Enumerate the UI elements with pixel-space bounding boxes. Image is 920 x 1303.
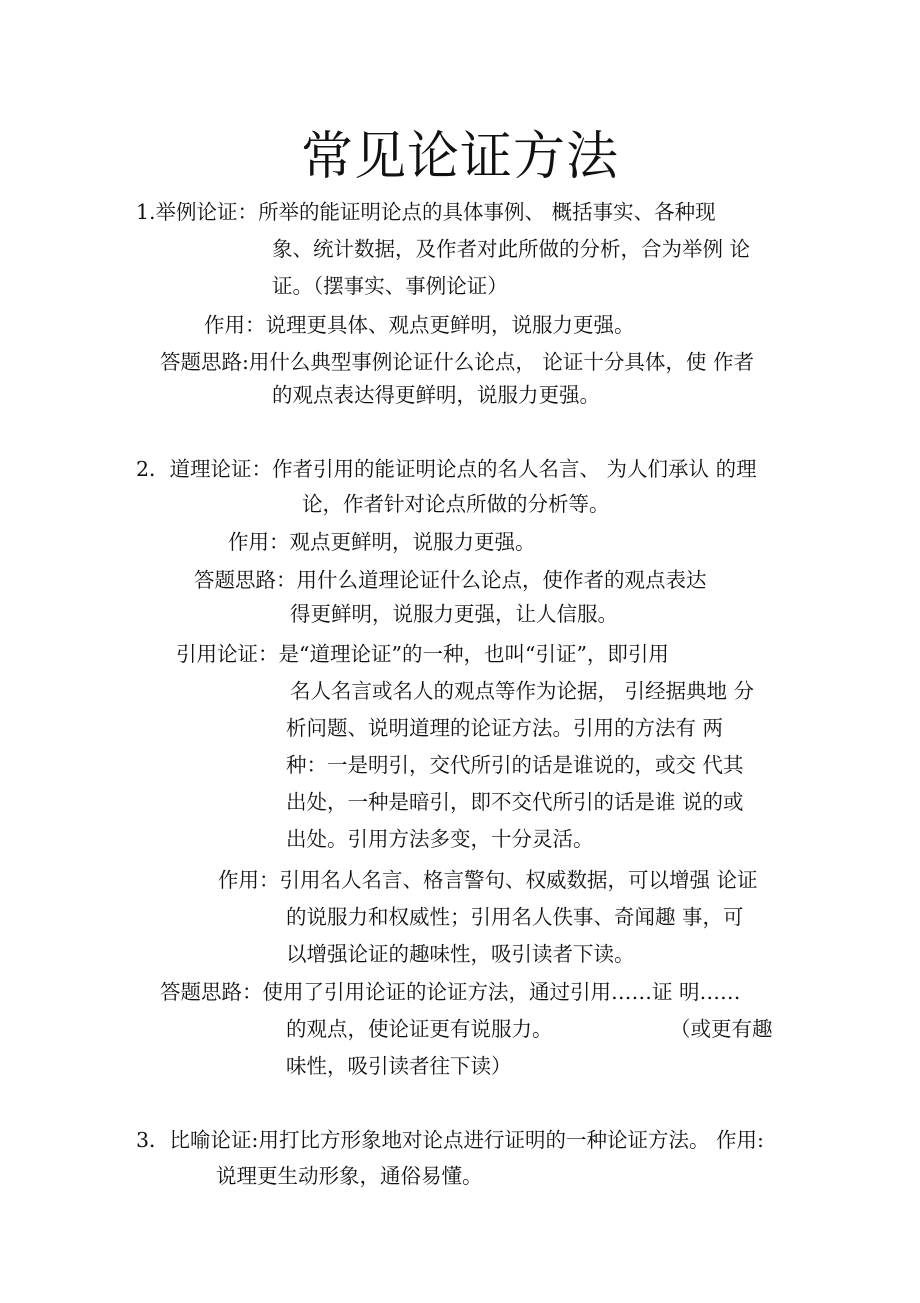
- section-2-answer-line-1: [194, 566, 707, 594]
- quote-definition-line-1: 是“道理论证”的一种，也叫“引证”，即引用: [278, 642, 669, 666]
- quote-answer-line-1: [160, 978, 741, 1006]
- section-1-definition-line-2: 象、统计数据，及作者对此所做的分析，合为举例 论: [272, 237, 751, 261]
- section-2-answer-label: 答题思路：: [194, 568, 297, 592]
- quote-answer-line-2: 的观点，使论证更有说服力。: [286, 1017, 553, 1041]
- quote-effect-line-1: [218, 866, 758, 894]
- document-title: 常见论证方法: [300, 127, 619, 187]
- section-2-definition-line-1: 作者引用的能证明论点的名人名言、 为人们承认 的理: [272, 457, 757, 481]
- quote-definition-line-2: 名人名言或名人的观点等作为论据， 引经据典地 分: [290, 679, 755, 703]
- quote-definition-line-3: 析问题、说明道理的论证方法。引用的方法有 两: [286, 716, 724, 740]
- section-2-first-line: [136, 455, 757, 483]
- section-1-definition-line-1: 所举的能证明论点的具体事例、 概括事实、各种现: [258, 200, 716, 224]
- section-3-first-line: [136, 1126, 764, 1154]
- section-1-answer-line-2: 的观点表达得更鲜明，说服力更强。: [272, 383, 600, 407]
- section-2-effect-line: [228, 528, 536, 556]
- quote-answer-text-1: 使用了引用论证的论证方法，通过引用……证 明……: [262, 980, 741, 1004]
- quote-effect-line-2: 的说服力和权威性；引用名人佚事、奇闻趣 事，可: [286, 905, 744, 929]
- quote-answer-aside: （或更有趣: [670, 1017, 773, 1041]
- section-1-effect-label: 作用：: [204, 313, 266, 337]
- section-1-answer-label: 答题思路:: [160, 350, 249, 374]
- section-2-effect-text: 观点更鲜明，说服力更强。: [289, 530, 536, 554]
- section-2-definition-line-2: 论，作者针对论点所做的分析等。: [302, 492, 610, 516]
- section-1-first-line: [136, 198, 716, 226]
- section-2-effect-label: 作用：: [228, 530, 290, 554]
- quote-answer-label: 答题思路：: [160, 980, 263, 1004]
- section-1-heading: 1.举例论证：: [136, 200, 259, 224]
- quote-first-line: [176, 640, 669, 668]
- quote-definition-line-5: 出处，一种是暗引，即不交代所引的话是谁 说的或: [286, 790, 744, 814]
- section-1-effect-line: [204, 311, 635, 339]
- quote-label: 引用论证：: [176, 642, 279, 666]
- section-3-heading: 3．比喻论证:: [136, 1128, 259, 1152]
- quote-effect-text-1: 引用名人名言、格言警句、权威数据，可以增强 论证: [279, 868, 758, 892]
- section-1-effect-text: 说理更具体、观点更鲜明，说服力更强。: [265, 313, 635, 337]
- quote-effect-label: 作用：: [218, 868, 280, 892]
- section-2-answer-text-1: 用什么道理论证什么论点，使作者的观点表达: [296, 568, 707, 592]
- section-3-effect: 说理更生动形象，通俗易懂。: [216, 1164, 483, 1188]
- quote-effect-line-3: 以增强论证的趣味性，吸引读者下读。: [286, 942, 635, 966]
- section-1-definition-line-3: 证。（摆事实、事例论证）: [272, 274, 508, 298]
- quote-answer-line-3: 味性，吸引读者往下读）: [286, 1054, 512, 1078]
- section-2-heading: 2．道理论证：: [136, 457, 273, 481]
- quote-definition-line-4: 种：一是明引，交代所引的话是谁说的，或交 代其: [286, 753, 744, 777]
- section-2-answer-line-2: 得更鲜明，说服力更强，让人信服。: [290, 602, 618, 626]
- section-3-definition: 用打比方形象地对论点进行证明的一种论证方法。 作用:: [258, 1128, 764, 1152]
- section-1-answer-line-1: [160, 348, 754, 376]
- quote-definition-line-6: 出处。引用方法多变，十分灵活。: [286, 827, 594, 851]
- section-1-answer-text-1: 用什么典型事例论证什么论点， 论证十分具体，使 作者: [248, 350, 754, 374]
